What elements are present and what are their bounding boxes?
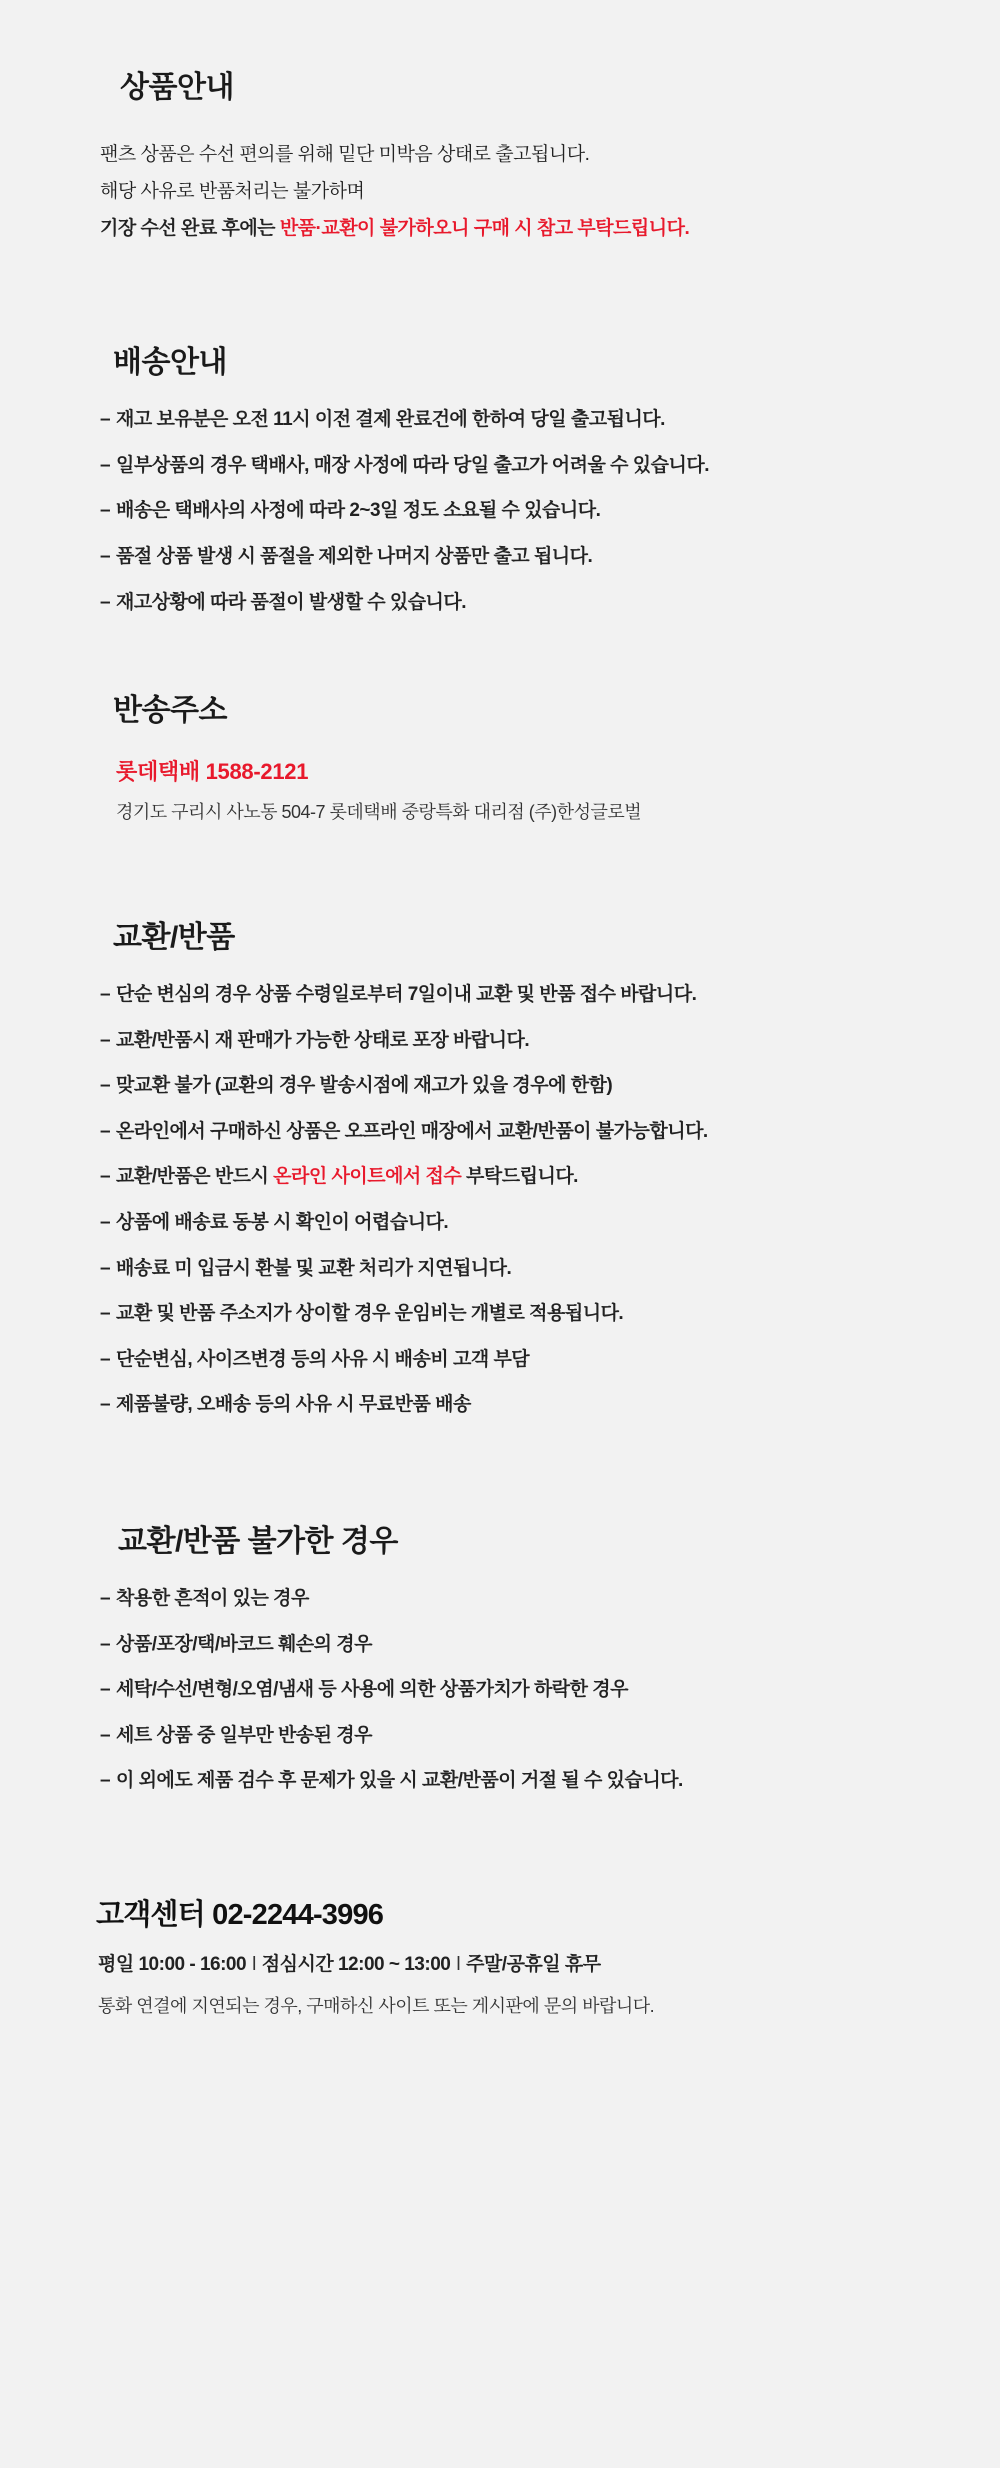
list-item <box>100 590 1000 636</box>
exchange-return-denied-title: 교환/반품 불가한 경우 <box>118 1525 398 1559</box>
list-item <box>100 1210 1000 1256</box>
section-delivery-notice <box>0 247 1000 635</box>
dash-icon: – <box>100 454 111 476</box>
section-customer-center <box>0 1814 1000 2088</box>
dash-icon: – <box>100 1257 111 1279</box>
section-exchange-return <box>0 824 1000 1438</box>
exchange-return-item-1: 단순 변심의 경우 상품 수령일로부터 7일이내 교환 및 반품 접수 바랍니다. <box>116 984 697 1006</box>
exchange-return-title: 교환/반품 <box>113 921 235 955</box>
list-item <box>100 498 1000 544</box>
exchange-return-list <box>0 982 1000 1438</box>
return-address-courier: 롯데택배 1588-2121 <box>116 759 309 785</box>
denied-item-4: 세트 상품 중 일부만 반송된 경우 <box>116 1724 372 1746</box>
dash-icon: – <box>100 500 111 522</box>
list-item <box>100 1164 1000 1210</box>
delivery-notice-list <box>0 407 1000 635</box>
denied-item-3: 세탁/수선/변형/오염/냄새 등 사용에 의한 상품가치가 하락한 경우 <box>116 1679 628 1701</box>
return-address-title: 반송주소 <box>113 694 227 728</box>
list-item <box>100 407 1000 453</box>
list-item <box>100 1301 1000 1347</box>
exchange-return-item-2: 교환/반품시 재 판매가 가능한 상태로 포장 바랍니다. <box>116 1029 530 1051</box>
product-notice-line-1: 팬츠 상품은 수선 편의를 위해 밑단 미박음 상태로 출고됩니다. <box>100 144 590 165</box>
separator-1: l <box>252 1954 256 1976</box>
customer-center-title: 고객센터 02-2244-3996 <box>96 1899 384 1932</box>
section-product-notice <box>0 0 1000 247</box>
exchange-return-item-9: 단순변심, 사이즈변경 등의 사유 시 배송비 고객 부담 <box>116 1348 530 1370</box>
dash-icon: – <box>100 1394 111 1416</box>
exchange-return-item-4: 온라인에서 구매하신 상품은 오프라인 매장에서 교환/반품이 불가능합니다. <box>116 1120 708 1142</box>
list-item <box>100 1632 1000 1678</box>
product-notice-line-3-highlight: 반품·교환이 불가하오니 구매 시 참고 부탁드립니다. <box>279 218 690 240</box>
dash-icon: – <box>100 1633 111 1655</box>
exchange-return-item-3: 맞교환 불가 (교환의 경우 발송시점에 재고가 있을 경우에 한함) <box>116 1075 613 1097</box>
list-item <box>100 1028 1000 1074</box>
delivery-notice-item-2: 일부상품의 경우 택배사, 매장 사정에 따라 당일 출고가 어려울 수 있습니다. <box>116 454 709 476</box>
exchange-return-item-5-suffix: 부탁드립니다. <box>461 1166 578 1188</box>
list-item <box>100 1256 1000 1302</box>
list-item <box>100 1392 1000 1438</box>
exchange-return-item-8: 교환 및 반품 주소지가 상이할 경우 운임비는 개별로 적용됩니다. <box>116 1303 624 1325</box>
delivery-notice-item-5: 재고상황에 따라 품절이 발생할 수 있습니다. <box>116 591 467 613</box>
dash-icon: – <box>100 409 111 431</box>
customer-center-hours <box>0 1949 1000 1976</box>
dash-icon: – <box>100 1588 111 1610</box>
exchange-return-item-10: 제품불량, 오배송 등의 사유 시 무료반품 배송 <box>116 1394 471 1416</box>
delivery-notice-item-1: 재고 보유분은 오전 11시 이전 결제 완료건에 한하여 당일 출고됩니다. <box>116 409 665 431</box>
delivery-notice-item-3: 배송은 택배사의 사정에 따라 2~3일 정도 소요될 수 있습니다. <box>116 500 601 522</box>
delivery-notice-item-4: 품절 상품 발생 시 품절을 제외한 나머지 상품만 출고 됩니다. <box>116 545 593 567</box>
list-item <box>100 1119 1000 1165</box>
dash-icon: – <box>100 1303 111 1325</box>
exchange-return-item-5-prefix: 교환/반품은 반드시 <box>116 1166 274 1188</box>
exchange-return-denied-list <box>0 1586 1000 1814</box>
dash-icon: – <box>100 1029 111 1051</box>
return-address-detail: 경기도 구리시 사노동 504-7 롯데택배 중랑특화 대리점 (주)한성글로벌 <box>116 802 642 823</box>
dash-icon: – <box>100 1212 111 1234</box>
dash-icon: – <box>100 1770 111 1792</box>
product-notice-line-3-prefix: 기장 수선 완료 후에는 <box>100 218 280 240</box>
denied-item-5: 이 외에도 제품 검수 후 문제가 있을 시 교환/반품이 거절 될 수 있습니다. <box>116 1770 683 1792</box>
list-item <box>100 1677 1000 1723</box>
dash-icon: – <box>100 1679 111 1701</box>
exchange-return-item-5-highlight: 온라인 사이트에서 접수 <box>273 1166 462 1188</box>
dash-icon: – <box>100 984 111 1006</box>
list-item <box>100 1723 1000 1769</box>
product-notice-line-2: 해당 사유로 반품처리는 불가하며 <box>100 181 365 203</box>
lunch-hours: 점심시간 12:00 ~ 13:00 <box>261 1954 451 1976</box>
product-notice-list <box>0 136 1000 247</box>
list-item <box>100 1586 1000 1632</box>
dash-icon: – <box>100 1120 111 1142</box>
dash-icon: – <box>100 1724 111 1746</box>
section-exchange-return-denied <box>0 1438 1000 1814</box>
dash-icon: – <box>100 591 111 613</box>
list-item <box>100 544 1000 590</box>
exchange-return-item-7: 배송료 미 입금시 환불 및 교환 처리가 지연됩니다. <box>116 1257 512 1279</box>
dash-icon: – <box>100 545 111 567</box>
weekday-hours: 평일 10:00 - 16:00 <box>98 1954 247 1976</box>
list-item <box>100 1347 1000 1393</box>
list-item <box>100 453 1000 499</box>
list-item <box>100 982 1000 1028</box>
product-notice-line-3 <box>100 210 1000 247</box>
denied-item-2: 상품/포장/택/바코드 훼손의 경우 <box>116 1633 372 1655</box>
dash-icon: – <box>100 1166 111 1188</box>
separator-2: l <box>456 1954 461 1976</box>
delivery-notice-title: 배송안내 <box>113 346 227 380</box>
exchange-return-item-6: 상품에 배송료 동봉 시 확인이 어렵습니다. <box>116 1212 449 1234</box>
customer-center-note: 통화 연결에 지연되는 경우, 구매하신 사이트 또는 게시판에 문의 바랍니다. <box>98 1996 655 2017</box>
section-return-address <box>0 635 1000 824</box>
holiday-hours: 주말/공휴일 휴무 <box>466 1954 601 1976</box>
product-notice-title: 상품안내 <box>120 71 234 104</box>
list-item <box>100 1073 1000 1119</box>
denied-item-1: 착용한 흔적이 있는 경우 <box>116 1588 309 1610</box>
list-item <box>100 1768 1000 1814</box>
dash-icon: – <box>100 1348 111 1370</box>
dash-icon: – <box>100 1075 111 1097</box>
return-address-body <box>0 729 1000 824</box>
